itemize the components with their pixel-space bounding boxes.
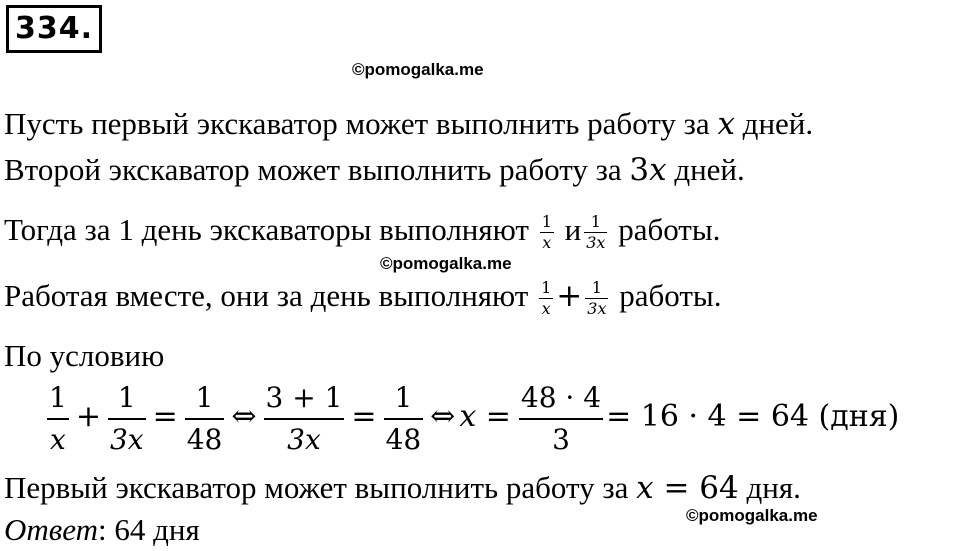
- line-3: [4, 210, 720, 253]
- line-2: [4, 150, 745, 190]
- line-7: [4, 468, 801, 508]
- fraction-1-over-48: $\frac{1}{48}$: [185, 378, 225, 460]
- var-x: x: [636, 470, 654, 506]
- equals-sign: =: [152, 398, 178, 434]
- coef-3: 3: [629, 152, 650, 188]
- line-1-text-a: Пусть первый экскаватор может выполнить работу за: [4, 106, 718, 141]
- plus-sign: +: [75, 398, 101, 434]
- fraction-3plus1-over-3x: $\frac{3 + 1}{3x}$: [264, 378, 345, 460]
- fraction-1-over-x: $\frac{1}{x}$: [541, 278, 552, 319]
- fraction-1-over-3x: $\frac{1}{3x}$: [586, 212, 606, 253]
- line-4-text-b: работы.: [611, 278, 722, 313]
- equals-sign: =: [351, 398, 377, 434]
- var-x: x: [717, 106, 735, 142]
- line-5: По условию: [4, 338, 165, 373]
- line-4-text-a: Работая вместе, они за день выполняют: [4, 278, 537, 313]
- problem-number: 334.: [6, 5, 102, 53]
- equivalence-sign: ⇔: [430, 398, 456, 434]
- result-unit: (дня): [809, 398, 900, 434]
- answer-line: [4, 510, 200, 550]
- fraction-1-over-3x: $\frac{1}{3x}$: [108, 378, 146, 460]
- equivalence-sign: ⇔: [231, 398, 257, 434]
- fraction-48x4-over-3: $\frac{48 \cdot 4}{3}$: [519, 378, 603, 460]
- var-x: x: [649, 152, 667, 188]
- line-7-text-a: Первый экскаватор может выполнить работу за: [4, 470, 637, 505]
- line-7-equals-64: = 64: [653, 470, 739, 506]
- plus-sign: +: [556, 278, 583, 314]
- line-1-text-b: дней.: [734, 106, 814, 141]
- line-4: [4, 276, 721, 319]
- line-2-text-b: дней.: [666, 152, 745, 187]
- line-3-text-b: работы.: [610, 212, 721, 247]
- fraction-1-over-x: $\frac{1}{x}$: [47, 378, 69, 460]
- answer-label: Ответ: [4, 512, 98, 547]
- line-7-text-b: дня.: [738, 470, 801, 505]
- watermark-top: ©pomogalka.me: [352, 60, 484, 79]
- line-3-text-a: Тогда за 1 день экскаваторы выполняют: [4, 212, 537, 247]
- line-1: [4, 104, 813, 144]
- fraction-1-over-3x: $\frac{1}{3x}$: [587, 278, 607, 319]
- fraction-1-over-48: $\frac{1}{48}$: [384, 378, 424, 460]
- answer-value: : 64 дня: [97, 512, 200, 547]
- result-expression: = 16 · 4 = 64: [606, 398, 809, 434]
- watermark-middle: ©pomogalka.me: [380, 254, 512, 273]
- line-2-text-a: Второй экскаватор может выполнить работу за: [4, 152, 630, 187]
- line-3-and: и: [556, 212, 582, 247]
- fraction-1-over-x: $\frac{1}{x}$: [541, 212, 552, 253]
- watermark-bottom: ©pomogalka.me: [686, 506, 818, 525]
- main-equation: [44, 378, 899, 460]
- x-equals: x =: [459, 398, 511, 434]
